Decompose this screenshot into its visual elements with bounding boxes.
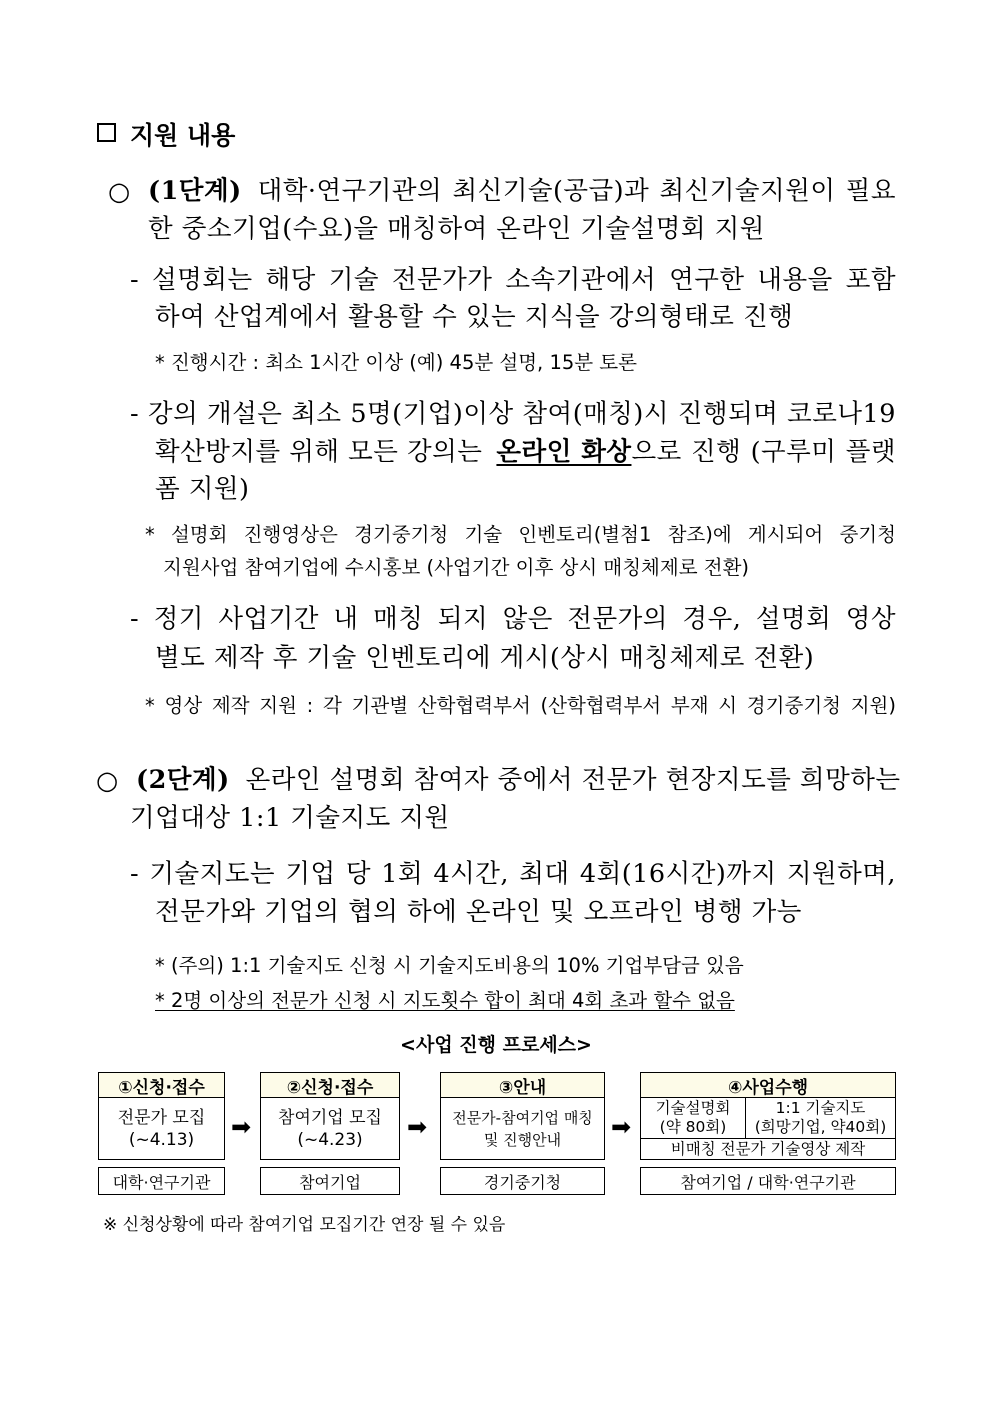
- process-step-2: [260, 1072, 400, 1160]
- step4-row: [641, 1098, 895, 1139]
- step4-actor: 참여기업 / 대학·연구기관: [640, 1167, 896, 1195]
- step3-header: ③안내: [441, 1073, 604, 1098]
- step4-briefing-label: 기술설명회: [655, 1099, 731, 1117]
- step4-briefing: [641, 1098, 746, 1138]
- stage1-dash1-line1: - 설명회는 해당 기술 전문가가 소속기관에서 연구한 내용을 포함: [130, 265, 896, 295]
- stage1-note1: * 진행시간 : 최소 1시간 이상 (예) 45분 설명, 15분 토론: [155, 351, 637, 374]
- stage1-dash2-line1: - 강의 개설은 최소 5명(기업)이상 참여(매칭)시 진행되며 코로나19: [130, 399, 896, 429]
- stage1-note2-line1: * 설명회 진행영상은 경기중기청 기술 인벤토리(별첨1 참조)에 게시되어 중기청: [145, 523, 896, 546]
- dash2-text-c: 으로 진행 (구루미 플랫: [631, 437, 896, 467]
- step3-actor: 경기중기청: [440, 1167, 605, 1195]
- stage2-dash1-line1: - 기술지도는 기업 당 1회 4시간, 최대 4회(16시간)까지 지원하며,: [130, 859, 896, 889]
- step1-body: [99, 1098, 224, 1160]
- process-footnote: ※ 신청상황에 따라 참여기업 모집기간 연장 될 수 있음: [103, 1215, 506, 1235]
- online-video-emphasis: 온라인 화상: [496, 437, 632, 467]
- step2-text2: (~4.23): [297, 1130, 363, 1150]
- step2-body: [261, 1098, 399, 1160]
- bullet-circle-icon: ○: [108, 177, 131, 207]
- step2-actor: 참여기업: [260, 1167, 400, 1195]
- step4-video: 비매칭 전문가 기술영상 제작: [670, 1140, 866, 1158]
- bullet-circle-icon: ○: [96, 766, 119, 796]
- stage1-dash3-line1: - 정기 사업기간 내 매칭 되지 않은 전문가의 경우, 설명회 영상: [130, 604, 896, 634]
- stage2-note1: * (주의) 1:1 기술지도 신청 시 기술지도비용의 10% 기업부담금 있음: [155, 954, 744, 977]
- stage2-dash1-line2: 전문가와 기업의 협의 하에 온라인 및 오프라인 병행 가능: [155, 897, 802, 927]
- step2-text1: 참여기업 모집: [278, 1108, 382, 1128]
- step1-text2: (~4.13): [128, 1130, 195, 1150]
- step3-text2: 및 진행안내: [483, 1131, 562, 1149]
- process-step-4: [640, 1072, 896, 1160]
- step4-consulting: [746, 1098, 895, 1138]
- stage2-line2: 기업대상 1:1 기술지도 지원: [130, 803, 450, 833]
- right-arrow-icon: ➡: [611, 1113, 632, 1141]
- dash2-text-a: 확산방지를 위해 모든 강의는: [155, 437, 483, 467]
- step3-body: [441, 1098, 604, 1160]
- process-step-1: [98, 1072, 225, 1160]
- step4-header: ④사업수행: [641, 1073, 895, 1098]
- stage1-text1: 대학·연구기관의 최신기술(공급)과 최신기술지원이 필요: [257, 176, 896, 206]
- step1-actor: 대학·연구기관: [98, 1167, 225, 1195]
- step4-consulting-count: (희망기업, 약40회): [754, 1118, 887, 1136]
- right-arrow-icon: ➡: [231, 1113, 252, 1141]
- step1-text1: 전문가 모집: [117, 1108, 206, 1128]
- stage2-line1: [136, 761, 901, 799]
- step4-briefing-count: (약 80회): [659, 1118, 727, 1136]
- stage1-dash1-line2: 하여 산업계에서 활용할 수 있는 지식을 강의형태로 진행: [155, 302, 794, 332]
- stage1-note3: * 영상 제작 지원 : 각 기관별 산학협력부서 (산학협력부서 부재 시 경기중기청 지원): [145, 694, 896, 717]
- stage1-note2-line2: 지원사업 참여기업에 수시홍보 (사업기간 이후 상시 매칭체제로 전환): [163, 556, 750, 579]
- stage2-note2: * 2명 이상의 전문가 신청 시 지도횟수 합이 최대 4회 초과 할수 없음: [155, 989, 735, 1012]
- process-step-3: [440, 1072, 605, 1160]
- stage1-dash2-line2: [155, 433, 896, 471]
- step3-text1: 전문가-참여기업 매칭: [452, 1109, 593, 1127]
- step1-header: ①신청·접수: [99, 1073, 224, 1098]
- process-title: <사업 진행 프로세스>: [400, 1034, 592, 1056]
- step4-consulting-label: 1:1 기술지도: [775, 1099, 866, 1117]
- stage1-label: (1단계): [148, 176, 242, 206]
- section-heading: 지원 내용: [130, 121, 236, 150]
- stage2-label: (2단계): [136, 765, 230, 795]
- stage1-dash2-line3: 폼 지원): [155, 474, 250, 504]
- step2-header: ②신청·접수: [261, 1073, 399, 1098]
- right-arrow-icon: ➡: [407, 1113, 428, 1141]
- stage1-line1: [148, 172, 896, 210]
- stage1-line2: 한 중소기업(수요)을 매칭하여 온라인 기술설명회 지원: [148, 214, 765, 244]
- checkbox-square-icon: [97, 123, 116, 142]
- stage1-dash3-line2: 별도 제작 후 기술 인벤토리에 게시(상시 매칭체제로 전환): [155, 643, 815, 673]
- stage2-text1: 온라인 설명회 참여자 중에서 전문가 현장지도를 희망하는: [245, 765, 901, 795]
